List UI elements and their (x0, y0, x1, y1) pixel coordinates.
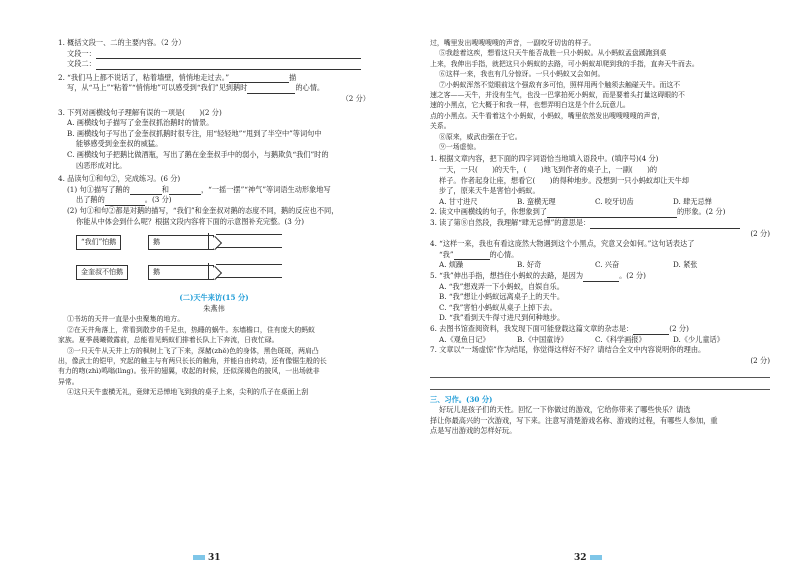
page-number-right: 32 (574, 553, 605, 563)
diagram-arrow-goose-2: 鹅 (148, 265, 214, 280)
diagram-arrow-goose-1: 鹅 (148, 235, 214, 250)
q1-answer-2: 文段二： (58, 59, 370, 70)
r-q4-line1: 4. “这样一来，我也有看这庞然大物遇到这个小黑点，究意又会如何。”这句话表达了 (430, 239, 695, 249)
q3-option-a: A. 画横线句子描写了金奎叔抓治鹅时的情景。 (67, 118, 214, 128)
r-q5-option-a: A. “我”想戏弄一下小蚂蚁，自娱自乐。 (439, 281, 564, 291)
passage-heading: (二)天牛来访(15 分) (179, 293, 249, 303)
passage-author: 朱燕伟 (203, 303, 225, 313)
r-q1-options: A. 甘寸进尺 B. 蛮横无理 C. 咬牙切齿 D. 肆无忌惮 (439, 196, 712, 206)
r-q7-prompt: 7. 文章以“一场虚惊”作为结尾，你觉得这样好不好？请结合全文中内容说明你的理由。 (430, 345, 706, 355)
q3-option-b2: 能够感受到金奎叔的威猛。 (76, 139, 163, 149)
r-q5-prompt: 5. “我”伸出手指，想挡住小蚂蚁的去路，是因为 。(2 分) (430, 271, 646, 280)
r-q6-prompt: 6. 去图书馆查阅资料，我发现下面可能登载这篇文章的杂志是： (2 分) (430, 323, 689, 333)
passage-line: 速之客——天牛，并没有生气，也没一巴掌拍死小蚂蚁，而是要着头打量这碍眼的不 (430, 91, 685, 100)
answer-blank[interactable] (169, 194, 201, 195)
answer-blank[interactable] (247, 93, 295, 94)
passage-line: 过，嘴里发出嗖嗖嗖嗖的声音，一副咬牙切齿的样子。 (430, 39, 596, 47)
passage-line: 家族。夏季晨曦微露前，总能看见蚂蚁们排着长队上下奔流，日夜忙碌。 (58, 336, 279, 345)
r-q4-options: A. 烦躁 B. 好奇 C. 兴奋 D. 紧张 (439, 260, 698, 270)
passage-line: 异常。 (58, 377, 79, 386)
q4-part1b: 出了鹅的 。(3 分) (76, 195, 172, 205)
passage-line: ⑧原来，威武由强在于它。 (439, 132, 522, 141)
section3-heading: 三、习作。(30 分) (430, 394, 493, 404)
q1-prompt: 1. 概括文段一、二的主要内容。（2 分） (58, 38, 186, 47)
page-marker-icon (193, 555, 205, 560)
diagram-answer-line[interactable] (216, 277, 282, 278)
passage-line: ⑤我趁着这疾，想看这只天牛能否战胜一只小蚂蚁。从小蚂蚁孟盘蹊跑到桌 (439, 49, 667, 58)
q3-option-c1: C. 画横线句子把鹅比做酒瓶，写出了鹅在金奎叔手中的弱小，与鹅欺负“我们”时的 (67, 149, 329, 159)
r-q2: 2. 读文中画横线的句子，你想象到了 的形象。(2 分) (430, 207, 726, 217)
q4-part2b: 你能从中体会到什么呢？根据文段内容将下面的示意图补充完整。(3 分) (76, 216, 305, 226)
q3-prompt: 3. 下列对画横线句子理解有误的一项是( )(2 分) (58, 107, 222, 117)
section3-line: 点是写出游戏的怎样好玩。 (430, 426, 517, 436)
q4-part1: (1) 句①描写了鹅的 和 ，“一摇一摆”“神气”等词语生动形象地写 (67, 184, 331, 194)
answer-blank[interactable] (590, 228, 740, 229)
q3-option-b1: B. 画横线句子写出了金奎叔抓鹅时很专注，用“轻轻地”“甩到了半空中”等词句中 (67, 128, 322, 138)
diagram-bracket (208, 233, 209, 250)
page-number-left: 31 (190, 553, 221, 563)
diagram-bracket (208, 263, 209, 280)
q2-line1: 2. “我们马上都不说话了，粘着墙壁，悄悄地走过去。” 描 (58, 72, 297, 82)
r-q5-option-d: D. “我”看到天牛得寸进尺到何种地步。 (439, 313, 565, 323)
q1-answer-1: 文段一： (58, 49, 370, 60)
diagram-answer-line[interactable] (216, 234, 282, 235)
r-q4-line2: “我” 的心情。 (439, 249, 519, 259)
answer-blank[interactable] (583, 281, 619, 282)
r-q5-option-c: C. “我”害怕小蚂蚁从桌子上掉下去。 (439, 302, 557, 312)
q4-prompt: 4. 品读句①和句②，完成练习。(6 分) (58, 174, 181, 184)
r-q3: 3. 读了第⑧自然段，我理解“肆无忌惮”的意思是： (430, 218, 770, 229)
r-q5-option-b: B. “我”想让小蚂蚁远离桌子上的天牛。 (439, 292, 565, 302)
diagram-answer-line[interactable] (216, 247, 282, 248)
passage-line: 点的小黑点。天牛看着这个小蚂蚁，小蚂蚁，嘴里依然发出嗖嗖嗖嗖的声音， (430, 111, 665, 120)
section3-line: 好玩儿是孩子们的天性。回忆一下你做过的游戏，它给你带来了哪些快乐？请选 (439, 405, 691, 415)
passage-line: ⑥这样一来，我也有几分惊讶。一只小蚂蚁又会如何。 (439, 70, 605, 79)
r-q3-score: (2 分) (750, 228, 770, 238)
q4-part2a: (2) 句①和句②都是对鹅的描写，“我们”和金奎叔对鹅的态度不同，鹅的反应也不同， (67, 205, 339, 215)
passage-line: ⑦小蚂蚁浑然不觉眼前这个强敌有多可怕，照样用两个触须去触碰天牛。而这不 (439, 80, 681, 89)
passage-line: ④这只天牛蛮横无礼，竟肆无忌惮地飞到我的桌子上来，尖利的爪子在桌面上刮 (67, 388, 309, 397)
r-q1-prompt: 1. 根据文章内容，把下面的四字词语恰当地填入语段中。(填序号)(4 分) (430, 154, 659, 164)
diagram-box-we-fear: “我们”怕鹅 (76, 235, 121, 250)
r-q1-fill3: 步了，原来天牛是害怕小蚂蚁。 (439, 186, 540, 196)
answer-line[interactable] (430, 378, 770, 390)
passage-line: 上来，我伸出手指，就把这只小蚂蚁的去路，可小蚂蚁却爬到我的手指，直奔天牛而去。 (430, 59, 699, 68)
page-marker-icon (590, 555, 602, 560)
diagram-box-uncle-not-fear: 金奎叔不怕鹅 (76, 265, 128, 280)
answer-line[interactable] (96, 69, 361, 70)
section3-line: 择让你最高兴的一次游戏，写下来。注意写清楚游戏名称、游戏的过程，有哪些人参加，重 (430, 415, 718, 425)
passage-line: ⑨一场虚惊。 (439, 143, 481, 152)
r-q1-fill1: 一天，一只( )的天牛，( )地飞到作者的桌子上，一副( )的 (439, 165, 658, 175)
passage-line: 有力的吻(zhì)鸣嗡(lìng)。张开的翅翼，收起的时候，还似深褐色的披风，一出场就非 (58, 367, 320, 376)
q2-line2: 写，从“马上”“粘着”“悄悄地”可以感受到“我们”见到鹅时 的心情。 (67, 83, 325, 93)
r-q1-fill2: 样子。作者起身让座，想看它( )的得种地步。没想到一只小蚂蚁却让天牛却 (439, 175, 689, 185)
answer-line[interactable] (430, 366, 770, 378)
r-q7-score: (2 分) (750, 355, 770, 365)
right-page (400, 0, 800, 585)
diagram-answer-line[interactable] (216, 264, 282, 265)
q2-score: （2 分） (341, 93, 370, 103)
passage-line: ①书坊的天井一直是小虫聚集的地方。 (67, 315, 185, 324)
passage-line: 速的小黑点，它大概于和我一样，也想弄明白这是个什么玩意儿。 (430, 101, 630, 110)
r-q6-options: A.《观鱼日记》 B.《中国童诗》 C.《科学画报》 D.《少儿童话》 (439, 334, 724, 344)
passage-line: ③一只天牛从天井上方的枫树上飞了下来，深赭(zhě)色的身体，黑色斑斑，两肩凸 (67, 346, 319, 355)
passage-line: 出，像武士的铠甲，究起的触主与有两只长长的触角，并能自由转动，还有像锯生般的长 (58, 356, 327, 365)
passage-line: 关系。 (430, 122, 451, 131)
passage-line: ②在天井角落上，常看到散步的千足虫，热睡的蜗牛。东墙檐口，住有庞大的蚂蚁 (67, 325, 316, 334)
q4-diagram (76, 231, 370, 289)
q3-option-c2: 凶恶形成对比。 (76, 160, 127, 170)
